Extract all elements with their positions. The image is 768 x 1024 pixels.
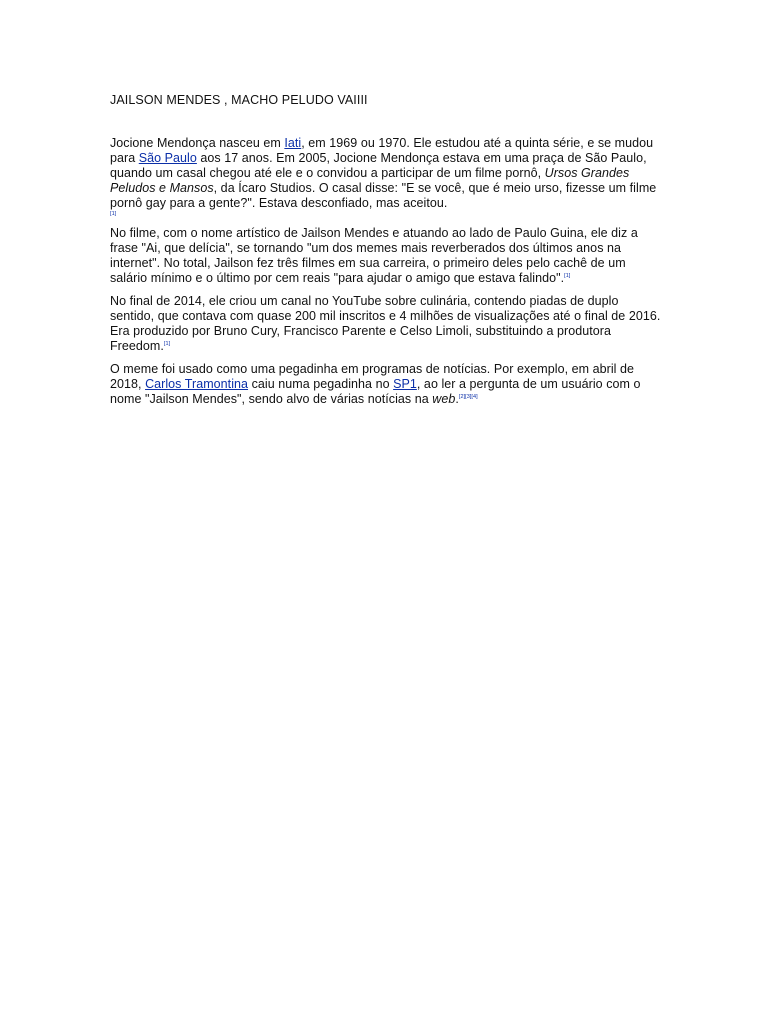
reference-1-p1[interactable]: [1] <box>110 211 117 217</box>
paragraph-4 <box>110 362 662 407</box>
p4-text-2: caiu numa pegadinha no <box>248 377 394 391</box>
link-carlos-tramontina[interactable]: Carlos Tramontina <box>145 377 249 391</box>
p1-text-3: aos 17 anos. Em 2005, Jocione Mendonça estava em uma praça de São Paulo, quando um casal chegou até ele e o convidou a participar de um filme pornô, <box>110 151 647 180</box>
p4-text-1: O meme foi usado como uma pegadinha em programas de notícias. Por exemplo, em abril de 2018, <box>110 362 635 391</box>
p1-text-2: , em 1969 ou 1970. Ele estudou até a quinta série, e se mudou para <box>110 136 654 165</box>
document-page <box>110 92 662 415</box>
paragraph-1 <box>110 136 662 218</box>
paragraph-3 <box>110 294 662 354</box>
link-sp1[interactable]: SP1 <box>393 377 417 391</box>
references-2-3-4[interactable]: [2][3][4] <box>458 393 478 400</box>
paragraph-2 <box>110 226 662 286</box>
link-iati[interactable]: Iati <box>284 136 302 150</box>
p1-text-1: Jocione Mendonça nasceu em <box>110 136 285 150</box>
reference-1-p3[interactable]: [1] <box>163 340 171 347</box>
p4-text-3: , ao ler a pergunta de um usuário com o nome "Jailson Mendes", sendo alvo de várias notícias na <box>110 377 641 406</box>
film-title: Ursos Grandes Peludos e Mansos <box>110 166 630 195</box>
link-sao-paulo[interactable]: São Paulo <box>138 151 197 165</box>
reference-1-p2[interactable]: [1] <box>564 272 571 279</box>
p2-text: No filme, com o nome artístico de Jailson Mendes e atuando ao lado de Paulo Guina, ele diz a frase "Ai, que delícia", se tornando "um dos memes mais reverberados dos últimos anos na internet". No total, Jailson fez três filmes em sua carreira, o primeiro deles pelo cachê de um salário mínimo e o último por cem reais "para ajudar o amigo que estava falindo". <box>110 226 638 285</box>
document-title: JAILSON MENDES , MACHO PELUDO VAIIII <box>110 93 368 107</box>
p1-text-4: , da Ícaro Studios. O casal disse: "E se você, que é meio urso, fizesse um filme pornô gay para a gente?". Estava desconfiado, mas aceitou. <box>110 181 657 210</box>
p3-text: No final de 2014, ele criou um canal no YouTube sobre culinária, contendo piadas de duplo sentido, que contava com quase 200 mil inscritos e 4 milhões de visualizações até o final de 2016. Era produzido por Bruno Cury, Francisco Parente e Celso Limoli, substituindo a produtora Freedom. <box>110 294 661 353</box>
p4-text-4: . <box>455 392 459 406</box>
web-word: web <box>432 392 456 406</box>
